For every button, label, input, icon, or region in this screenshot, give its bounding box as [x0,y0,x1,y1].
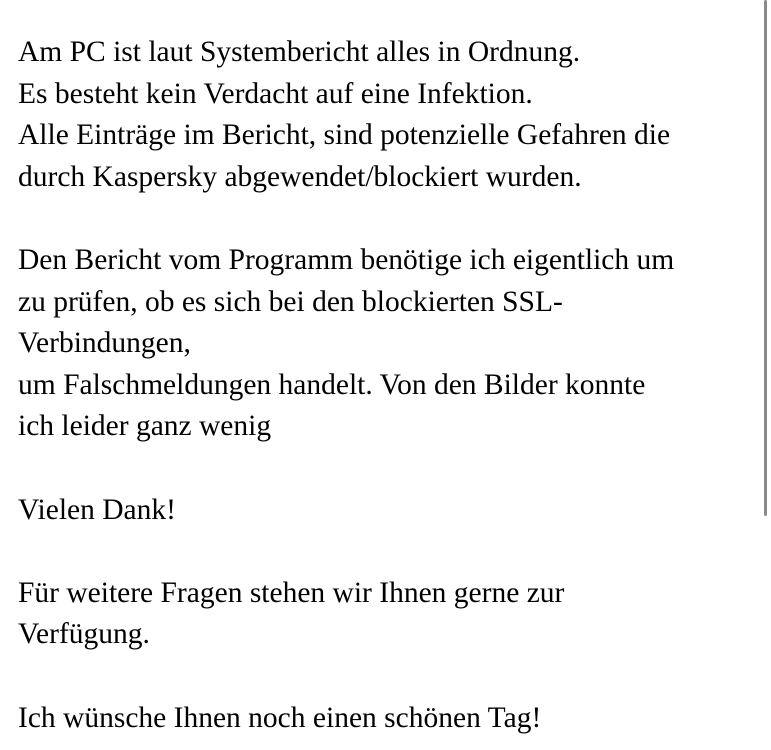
paragraph-spacer [18,198,750,240]
thanks-line: Vielen Dank! [18,493,176,526]
message-line: ich leider ganz wenig [18,410,272,443]
message-line: Verfügung. [18,618,150,651]
message-line: Verbindungen, [18,327,191,360]
message-line: Am PC ist laut Systembericht alles in Ordnung. [18,36,581,68]
message-body [18,32,750,739]
message-line: Für weitere Fragen stehen wir Ihnen gerne zur [18,576,565,609]
message-line: durch Kaspersky abgewendet/blockiert wurden. [18,160,582,193]
vertical-scrollbar[interactable] [764,0,767,516]
paragraph-spacer [18,656,750,698]
message-line: Alle Einträge im Bericht, sind potenzielle Gefahren die [18,119,671,152]
message-line: Es besteht kein Verdacht auf eine Infektion. [18,77,533,110]
closing-line: Ich wünsche Ihnen noch einen schönen Tag! [18,701,542,734]
paragraph-spacer [18,531,750,573]
paragraph-spacer [18,448,750,490]
message-line: um Falschmeldungen handelt. Von den Bilder konnte [18,368,646,401]
message-line: Den Bericht vom Programm benötige ich eigentlich um [18,243,675,276]
message-line: zu prüfen, ob es sich bei den blockierten SSL- [18,285,563,318]
